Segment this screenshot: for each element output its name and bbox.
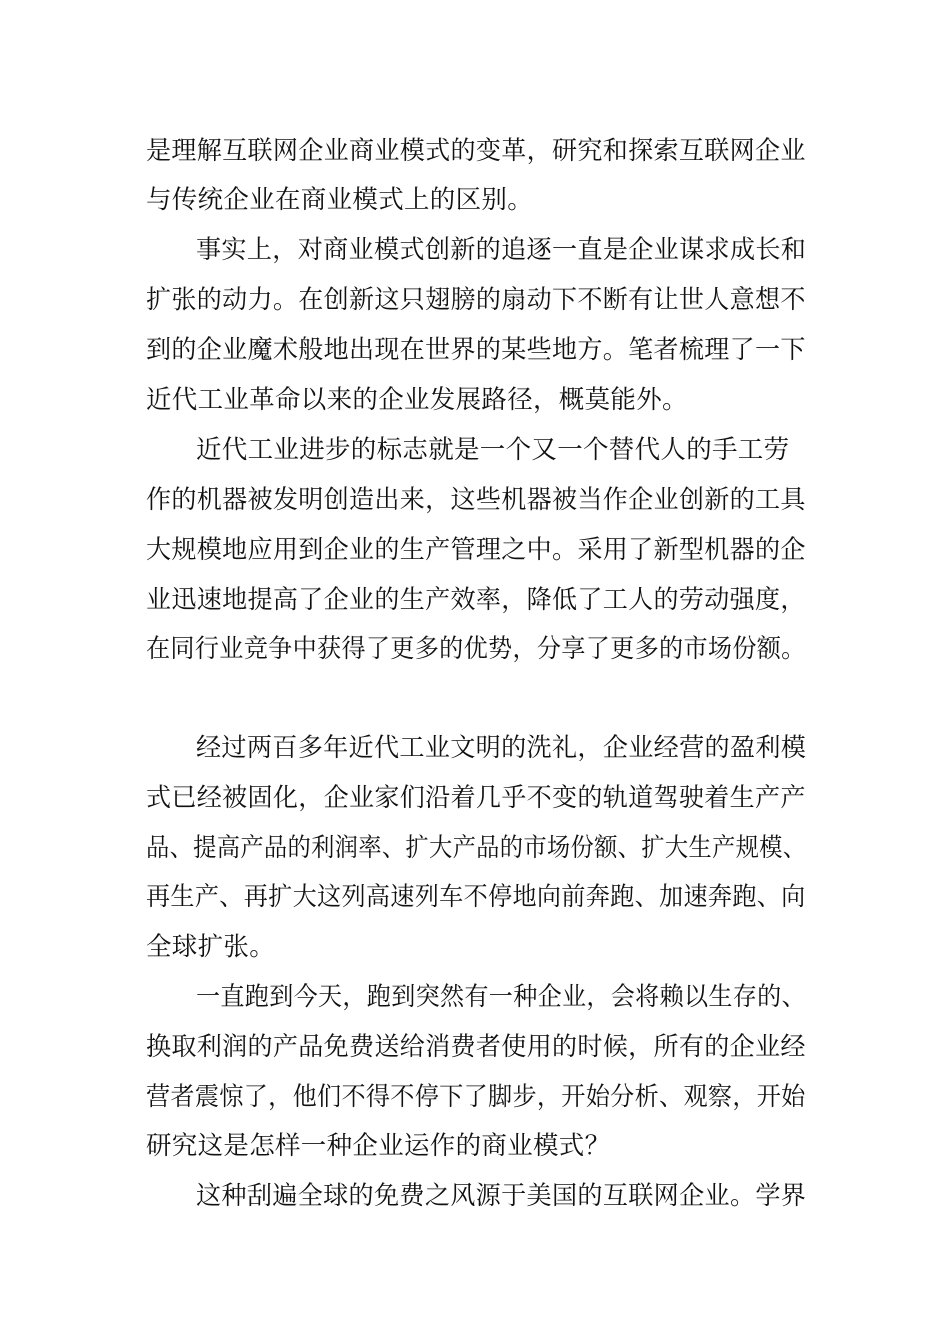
text-line: 事实上，对商业模式创新的追逐一直是企业谋求成长和 — [196, 235, 807, 265]
text-line: 这种刮遍全球的免费之风源于美国的互联网企业。学界 — [196, 1181, 807, 1211]
text-line: 近代工业进步的标志就是一个又一个替代人的手工劳 — [196, 435, 790, 465]
text-line: 作的机器被发明创造出来，这些机器被当作企业创新的工具 — [146, 485, 806, 515]
text-line: 换取利润的产品免费送给消费者使用的时候，所有的企业经 — [146, 1032, 806, 1062]
text-line: 经过两百多年近代工业文明的洗礼，企业经营的盈利模 — [196, 733, 807, 763]
text-line: 研究这是怎样一种企业运作的商业模式？ — [146, 1131, 611, 1161]
text-line: 一直跑到今天，跑到突然有一种企业，会将赖以生存的、 — [196, 982, 806, 1012]
text-line: 品、提高产品的利润率、扩大产品的市场份额、扩大生产规模、 — [146, 833, 807, 863]
text-line: 与传统企业在商业模式上的区别。 — [146, 185, 534, 215]
text-line: 是理解互联网企业商业模式的变革，研究和探索互联网企业 — [146, 136, 806, 166]
text-line: 业迅速地提高了企业的生产效率，降低了工人的劳动强度， — [146, 585, 806, 615]
text-line: 再生产、再扩大这列高速列车不停地向前奔跑、加速奔跑、向 — [146, 882, 806, 912]
text-line: 大规模地应用到企业的生产管理之中。采用了新型机器的企 — [146, 535, 806, 565]
text-line: 营者震惊了，他们不得不停下了脚步，开始分析、观察，开始 — [146, 1082, 806, 1112]
text-line: 近代工业革命以来的企业发展路径，概莫能外。 — [146, 385, 688, 415]
text-line: 式已经被固化，企业家们沿着几乎不变的轨道驾驶着生产产 — [146, 783, 806, 813]
text-line: 全球扩张。 — [146, 932, 276, 962]
text-line: 扩张的动力。在创新这只翅膀的扇动下不断有让世人意想不 — [146, 285, 806, 315]
text-line: 到的企业魔术般地出现在世界的某些地方。笔者梳理了一下 — [146, 335, 806, 365]
text-line: 在同行业竞争中获得了更多的优势，分享了更多的市场份额。 — [146, 634, 806, 664]
